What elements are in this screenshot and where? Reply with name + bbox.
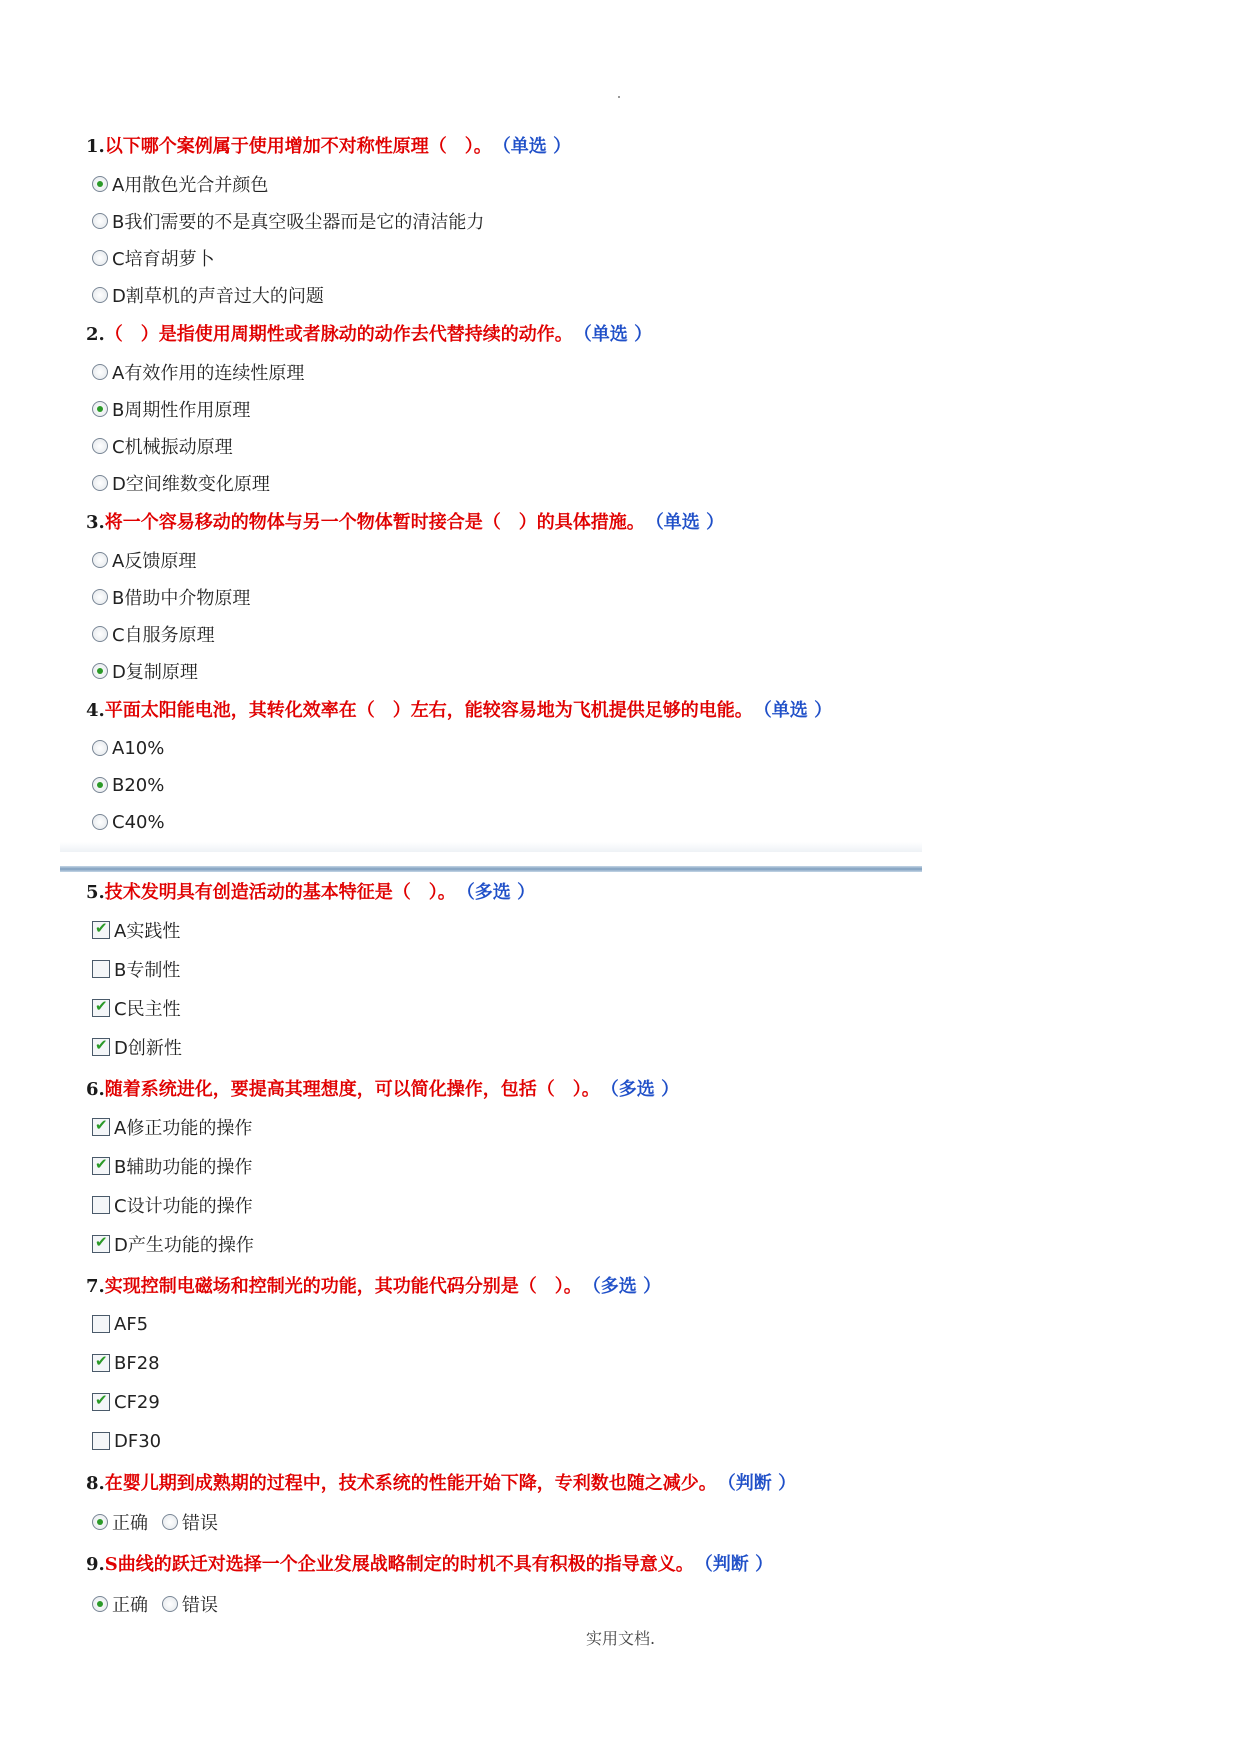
question-text: 平面太阳能电池，其转化效率在（ ）左右，能较容易地为飞机提供足够的电能。	[104, 700, 753, 721]
question-number: 7.	[86, 1276, 105, 1297]
option-label: C自服务原理	[112, 625, 215, 646]
radio-icon[interactable]	[92, 250, 108, 266]
q5-option-d[interactable]	[92, 1035, 182, 1059]
option-label: D割草机的声音过大的问题	[112, 286, 324, 307]
q5-option-a[interactable]	[92, 918, 180, 942]
radio-icon[interactable]	[92, 438, 108, 454]
checkbox-checked-icon[interactable]	[92, 921, 110, 939]
radio-icon[interactable]	[92, 552, 108, 568]
q5-option-b[interactable]	[92, 957, 180, 981]
radio-selected-icon[interactable]	[92, 1514, 108, 1530]
question-3	[86, 508, 724, 534]
radio-selected-icon[interactable]	[92, 401, 108, 417]
option-label: B我们需要的不是真空吸尘器而是它的清洁能力	[112, 212, 485, 233]
radio-selected-icon[interactable]	[92, 1596, 108, 1612]
question-type: （单选 ）	[654, 512, 725, 533]
checkbox-checked-icon[interactable]	[92, 1118, 110, 1136]
radio-icon[interactable]	[92, 287, 108, 303]
q6-option-d[interactable]	[92, 1232, 254, 1256]
panel-bottom-fade	[60, 842, 922, 852]
option-label: C机械振动原理	[112, 437, 233, 458]
option-label: DF30	[114, 1430, 162, 1452]
option-label: 错误	[182, 1595, 218, 1616]
option-label: A用散色光合并颜色	[112, 175, 269, 196]
question-number: 3.	[86, 512, 105, 533]
question-type: （多选 ）	[465, 882, 536, 903]
q7-option-a[interactable]	[92, 1312, 148, 1336]
q6-option-a[interactable]	[92, 1115, 252, 1139]
question-text: 随着系统进化，要提高其理想度，可以简化操作，包括（ ）。	[104, 1079, 600, 1100]
question-number: 8.	[86, 1473, 105, 1494]
q8-options	[92, 1510, 232, 1534]
option-label: D复制原理	[112, 662, 198, 683]
question-text: （ ）是指使用周期性或者脉动的动作去代替持续的动作。	[104, 324, 573, 345]
question-number: 9.	[86, 1554, 105, 1575]
q1-option-a[interactable]	[92, 172, 268, 196]
q8-option-true[interactable]	[92, 1509, 148, 1535]
question-7	[86, 1272, 661, 1298]
page-mark	[618, 96, 620, 98]
question-type: （判断 ）	[703, 1554, 774, 1575]
q7-option-b[interactable]	[92, 1351, 160, 1375]
radio-icon[interactable]	[162, 1596, 178, 1612]
q3-option-d[interactable]	[92, 659, 198, 683]
q1-option-c[interactable]	[92, 246, 215, 270]
radio-selected-icon[interactable]	[92, 663, 108, 679]
checkbox-checked-icon[interactable]	[92, 1235, 110, 1253]
question-type: （判断 ）	[726, 1473, 797, 1494]
radio-icon[interactable]	[162, 1514, 178, 1530]
q3-option-c[interactable]	[92, 622, 215, 646]
checkbox-checked-icon[interactable]	[92, 1038, 110, 1056]
question-type: （多选 ）	[591, 1276, 662, 1297]
radio-icon[interactable]	[92, 814, 108, 830]
question-text: 将一个容易移动的物体与另一个物体暂时接合是（ ）的具体措施。	[104, 512, 645, 533]
option-label: 错误	[182, 1513, 218, 1534]
checkbox-icon[interactable]	[92, 960, 110, 978]
option-label: 正确	[112, 1595, 148, 1616]
question-1	[86, 132, 571, 158]
q8-option-false[interactable]	[162, 1509, 218, 1535]
page-footer: 实用文档.	[585, 1629, 656, 1648]
q4-option-c[interactable]	[92, 810, 165, 834]
q2-option-a[interactable]	[92, 360, 304, 384]
q6-option-b[interactable]	[92, 1154, 252, 1178]
option-label: BF28	[114, 1352, 160, 1374]
question-text: 在婴儿期到成熟期的过程中，技术系统的性能开始下降，专利数也随之减少。	[104, 1473, 717, 1494]
question-5	[86, 878, 535, 904]
question-type: （单选 ）	[501, 136, 572, 157]
question-text: S曲线的跃迁对选择一个企业发展战略制定的时机不具有积极的指导意义。	[104, 1554, 694, 1575]
radio-icon[interactable]	[92, 213, 108, 229]
option-label: B周期性作用原理	[112, 400, 251, 421]
option-label: B借助中介物原理	[112, 588, 251, 609]
question-number: 2.	[86, 324, 105, 345]
option-label: B专制性	[114, 960, 181, 981]
question-2	[86, 320, 652, 346]
option-label: D创新性	[114, 1038, 182, 1059]
option-label: A有效作用的连续性原理	[112, 363, 305, 384]
option-label: C培育胡萝卜	[112, 249, 215, 270]
radio-icon[interactable]	[92, 626, 108, 642]
question-4	[86, 696, 832, 722]
q4-option-b[interactable]	[92, 773, 164, 797]
question-text: 实现控制电磁场和控制光的功能，其功能代码分别是（ ）。	[104, 1276, 582, 1297]
option-label: D空间维数变化原理	[112, 474, 270, 495]
option-label: C民主性	[114, 999, 181, 1020]
q2-option-d[interactable]	[92, 471, 270, 495]
option-label: AF5	[114, 1313, 149, 1335]
radio-selected-icon[interactable]	[92, 777, 108, 793]
q7-option-c[interactable]	[92, 1390, 160, 1414]
q1-option-d[interactable]	[92, 283, 324, 307]
option-label: CF29	[114, 1391, 160, 1413]
option-label: B辅助功能的操作	[114, 1157, 253, 1178]
option-label: A修正功能的操作	[114, 1118, 253, 1139]
q9-option-false[interactable]	[162, 1591, 218, 1617]
question-8	[86, 1469, 796, 1495]
radio-icon[interactable]	[92, 475, 108, 491]
checkbox-icon[interactable]	[92, 1315, 110, 1333]
question-number: 5.	[86, 882, 105, 903]
question-type: （单选 ）	[582, 324, 653, 345]
q3-option-a[interactable]	[92, 548, 196, 572]
question-9	[86, 1550, 773, 1576]
question-type: （多选 ）	[609, 1079, 680, 1100]
q3-option-b[interactable]	[92, 585, 250, 609]
question-number: 6.	[86, 1079, 105, 1100]
question-6	[86, 1075, 679, 1101]
question-text: 技术发明具有创造活动的基本特征是（ ）。	[104, 882, 456, 903]
q7-option-d[interactable]	[92, 1429, 161, 1453]
checkbox-checked-icon[interactable]	[92, 1157, 110, 1175]
q2-option-b[interactable]	[92, 397, 250, 421]
question-text: 以下哪个案例属于使用增加不对称性原理（ ）。	[104, 136, 492, 157]
checkbox-icon[interactable]	[92, 1432, 110, 1450]
option-label: C40%	[112, 811, 165, 833]
radio-icon[interactable]	[92, 364, 108, 380]
q9-option-true[interactable]	[92, 1591, 148, 1617]
q5-option-c[interactable]	[92, 996, 181, 1020]
checkbox-checked-icon[interactable]	[92, 1354, 110, 1372]
option-label: A反馈原理	[112, 551, 197, 572]
question-number: 4.	[86, 700, 105, 721]
option-label: C设计功能的操作	[114, 1196, 253, 1217]
q9-options	[92, 1592, 232, 1616]
q1-option-b[interactable]	[92, 209, 484, 233]
checkbox-checked-icon[interactable]	[92, 1393, 110, 1411]
option-label: D产生功能的操作	[114, 1235, 254, 1256]
option-label: 正确	[112, 1513, 148, 1534]
option-label: B20%	[112, 774, 165, 796]
question-number: 1.	[86, 136, 105, 157]
checkbox-checked-icon[interactable]	[92, 999, 110, 1017]
checkbox-icon[interactable]	[92, 1196, 110, 1214]
q6-option-c[interactable]	[92, 1193, 253, 1217]
option-label: A10%	[112, 737, 165, 759]
radio-icon[interactable]	[92, 740, 108, 756]
q4-option-a[interactable]	[92, 736, 164, 760]
question-type: （单选 ）	[762, 700, 833, 721]
radio-selected-icon[interactable]	[92, 176, 108, 192]
q2-option-c[interactable]	[92, 434, 233, 458]
option-label: A实践性	[114, 921, 181, 942]
radio-icon[interactable]	[92, 589, 108, 605]
